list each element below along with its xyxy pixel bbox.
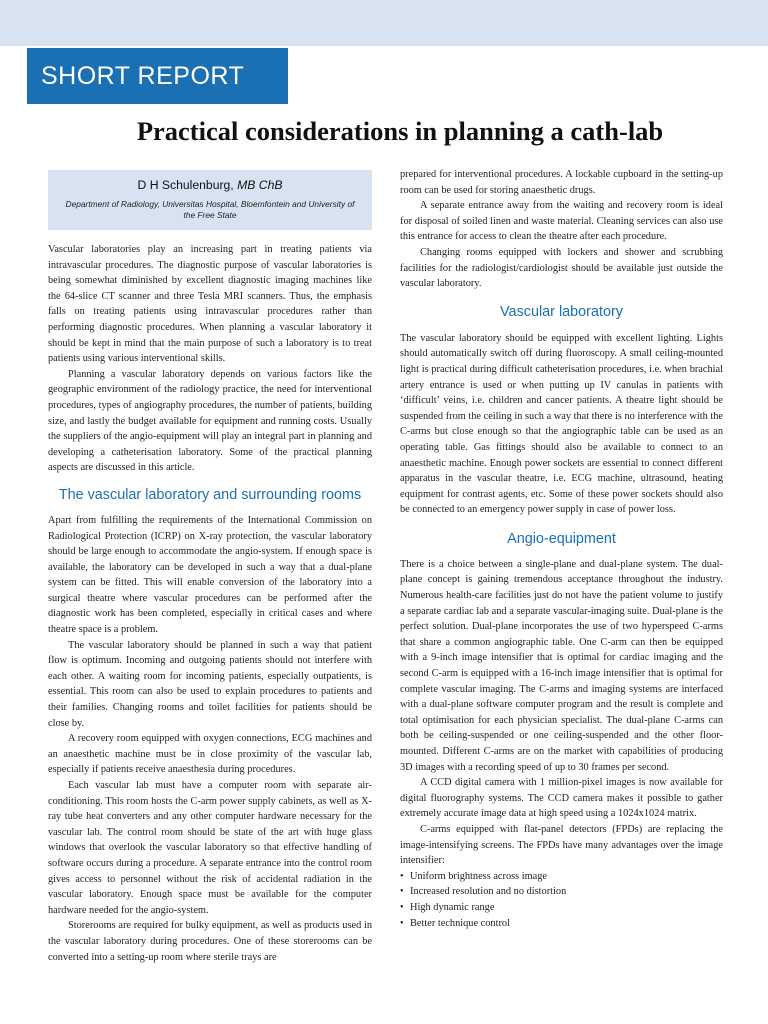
paragraph: Changing rooms equipped with lockers and shower and scrubbing facilities for the radiologist/cardiologist should be available just outside the vascular laboratory. [400, 246, 723, 290]
paragraph: prepared for interventional procedures. A lockable cupboard in the setting-up room can be used for storing anaesthetic drugs. [400, 169, 723, 196]
paragraph: The vascular laboratory should be planned in such a way that patient flow is optimum. Incoming and outgoing patients should not interfere with each other. A waiting room for incoming patients, especially outpatients, is essential. This room can also be used to explain procedures to patients and their families. Changing rooms and toilet facilities for patients should be close by. [48, 639, 372, 729]
list-item: • Uniform brightness across image [400, 869, 723, 885]
section-heading: Angio-equipment [507, 530, 616, 547]
paragraph: A CCD digital camera with 1 million-pixel images is now available for digital fluorography systems. The CCD camera makes it possible to gather extremely accurate image data at high speed using a 1024x1024 matrix. [400, 777, 723, 820]
header-band [0, 0, 768, 46]
section-heading: The vascular laboratory and surrounding rooms [58, 486, 362, 503]
section-label: SHORT REPORT [27, 48, 288, 104]
paragraph: Vascular laboratories play an increasing part in treating patients via intravascular procedures. The diagnostic purpose of vascular laboratories is being somewhat diminished by excellent diagnostic imaging machines like the 64-slice CT scanner and three Tesla MRI scanners. Thus, the emphasis falls on treating patients using intravascular procedures rather than performing diagnostic procedures. When planning a vascular laboratory it should be kept in mind that the main purpose of such a laboratory is to treat patients using various interventional skills. [48, 244, 372, 365]
advantages-list [400, 869, 723, 931]
list-item: • High dynamic range [400, 900, 723, 916]
author-box [48, 170, 372, 230]
list-item: • Increased resolution and no distortion [400, 884, 723, 900]
paragraph: The vascular laboratory should be equipped with excellent lighting. Lights should automatically switch off during fluoroscopy. A small ceiling-mounted light is practical during difficult catheterisation procedures, i.e. when brachial artery entrance is used or when putting up IV canulas in patients with ‘difficult’ veins, i.e. children and cancer patients. A theatre light should be suspended from the ceiling in such a way that there is no interference with the C-arms but close enough so that the angiographic table can be used as an operating table. Gas fittings should also be available to connect to an anaesthetic machine. Enough power sockets are essential to connect different apparatus in the vascular theatre, i.e. ECG machine, ultrasound, heating equipment for contrast agents, etc. Some of these power sockets should also be connected to an emergency power supply in case of power loss. [400, 332, 723, 516]
author-degree: MB ChB [237, 178, 283, 192]
paragraph: A separate entrance away from the waiting and recovery room is ideal for disposal of soiled linen and waste material. Cleaning services can also use this entrance for access to clean the theatre after each procedure. [400, 200, 723, 243]
left-column [48, 242, 372, 965]
paragraph: Each vascular lab must have a computer room with separate air-conditioning. This room hosts the C-arm power supply cabinets, as well as X-ray tube heat converters and any other computer hardware necessary for the vascular lab. The control room should be state of the art with huge glass windows that overlook the vascular laboratory so that effective handling of software occurs during a procedure. A separate entrance into the control room gives access to personnel without the risk of accidental radiation in the vascular laboratory. Enough space must be available for the computer hardware needed for the angio-system. [48, 780, 372, 916]
paragraph: Apart from fulfilling the requirements of the International Commission on Radiological Protection (ICRP) on X-ray protection, the vascular laboratory should be large enough to accommodate the angio-system. If enough space is available, the laboratory can be developed in such a way that a dual-plane system can be fitted. This will enable conversion of the laboratory into a surgical theatre where vascular procedures can be performed after the diagnostic work has been completed, especially in critical cases and where theatre space is a problem. [48, 514, 372, 636]
paragraph: A recovery room equipped with oxygen connections, ECG machines and an anaesthetic machine must be in close proximity of the vascular lab, especially if patients receive anaesthesia during procedures. [48, 733, 372, 776]
list-item: • Better technique control [400, 916, 723, 932]
paragraph: Storerooms are required for bulky equipment, as well as products used in the vascular laboratory during procedures. One of these storerooms can be converted into a setting-up room where sterile trays are [48, 920, 372, 963]
right-column [400, 167, 723, 931]
paragraph: C-arms equipped with flat-panel detectors (FPDs) are replacing the image-intensifying screens. The FPDs have many advantages over the image intensifier: [400, 823, 723, 867]
section-heading: Vascular laboratory [500, 303, 623, 320]
paragraph: There is a choice between a single-plane and dual-plane system. The dual-plane concept is gaining tremendous acceptance throughout the industry. Numerous health-care facilities just do not have the patient volume to justify a separate cardiac lab and a separate vascular-imaging suite. Dual-plane is the perfect solution. Dual-plane incorporates the use of two hyperspeed C-arms that share a common angiographic table. One C-arm can then be equipped with a 9-inch image intensifier that is optimal for cardiac imaging and the second C-arm is equipped with a 16-inch image intensifier that is optimal for complete vascular imaging. The C-arms and imaging systems are interfaced with a dual-plane software computer program and the result is complete and total optimisation for each physician specialist. The dual-plane C-arms can both be ceiling-suspended or one ceiling-suspended and the other floor-mounted. Different C-arms are on the market with capabilities of producing 3D images with a recording speed of up to 30 frames per second. [400, 558, 723, 773]
article-title: Practical considerations in planning a cath-lab [136, 116, 664, 146]
author-line [48, 178, 372, 192]
paragraph: Planning a vascular laboratory depends on various factors like the geographic environment of the radiology practice, the need for interventional procedures, types of angiography procedures, the number of patients, building size, and lastly the budget available for equipment and running costs. Usually the suppliers of the angio-equipment will play an integral part in planning and developing a catheterisation laboratory. Some of the practical planning aspects are discussed in this article. [48, 368, 372, 474]
author-affiliation: Department of Radiology, Universitas Hospital, Bloemfontein and University of the Free State [65, 199, 355, 220]
author-name: D H Schulenburg, [137, 178, 238, 192]
